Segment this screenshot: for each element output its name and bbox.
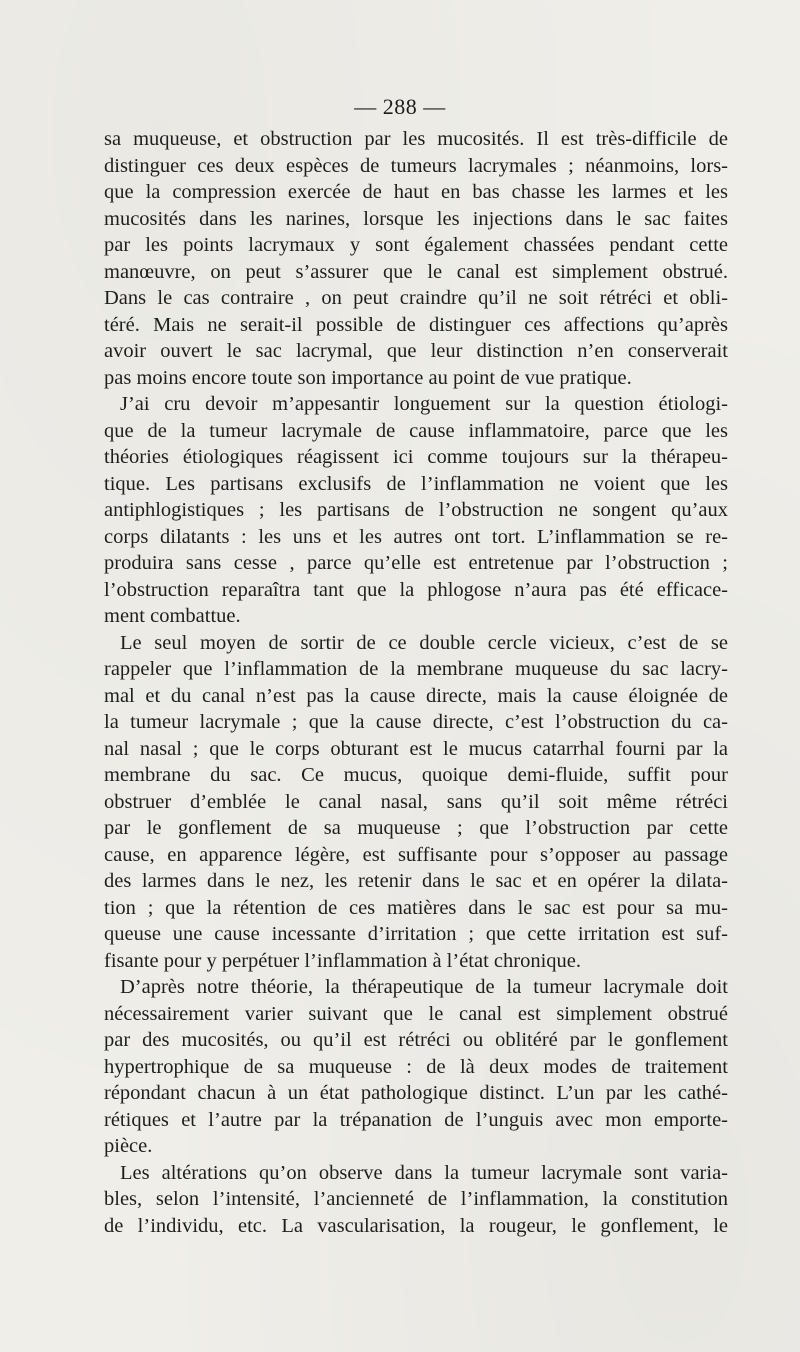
text-line: queuse une cause incessante d’irritation ; que cette irritation est suf-	[104, 923, 728, 945]
text-line: la tumeur lacrymale ; que la cause directe, c’est l’obstruction du ca-	[104, 711, 728, 733]
text-line: Les altérations qu’on observe dans la tumeur lacrymale sont varia-	[120, 1161, 728, 1184]
text-line: hypertrophique de sa muqueuse : de là deux modes de traitement	[104, 1055, 728, 1078]
text-line: Le seul moyen de sortir de ce double cercle vicieux, c’est de se	[120, 631, 728, 654]
text-line: Dans le cas contraire , on peut craindre qu’il ne soit rétréci et obli-	[104, 287, 728, 309]
text-line: obstruer d’emblée le canal nasal, sans qu’il soit même rétréci	[104, 790, 728, 813]
body-text	[104, 126, 728, 1239]
text-line: distinguer ces deux espèces de tumeurs lacrymales ; néanmoins, lors-	[104, 154, 728, 177]
text-line: bles, selon l’intensité, l’ancienneté de l’inflammation, la constitution	[104, 1188, 728, 1210]
text-line: par des mucosités, ou qu’il est rétréci ou oblitéré par le gonflement	[104, 1029, 728, 1051]
text-line: de l’individu, etc. La vascularisation, la rougeur, le gonflement, le	[104, 1214, 728, 1237]
text-line: pièce.	[104, 1135, 153, 1157]
text-line: manœuvre, on peut s’assurer que le canal est simplement obstrué.	[104, 260, 728, 283]
text-line: J’ai cru devoir m’appesantir longuement sur la question étiologi-	[120, 393, 728, 415]
text-line: fisante pour y perpétuer l’inflammation à l’état chronique.	[104, 949, 582, 972]
text-line: avoir ouvert le sac lacrymal, que leur distinction n’en conserverait	[104, 340, 728, 362]
page-number: — 288 —	[354, 94, 446, 119]
text-line: mal et du canal n’est pas la cause directe, mais la cause éloignée de	[104, 684, 728, 707]
text-line: l’obstruction reparaîtra tant que la phlogose n’aura pas été efficace-	[104, 578, 728, 601]
text-line: mucosités dans les narines, lorsque les injections dans le sac faites	[104, 207, 728, 230]
text-line: par le gonflement de sa muqueuse ; que l’obstruction par cette	[104, 817, 728, 839]
text-line: que de la tumeur lacrymale de cause inflammatoire, parce que les	[104, 419, 728, 442]
text-line: théories étiologiques réagissent ici comme toujours sur la thérapeu-	[104, 446, 728, 468]
text-line: nal nasal ; que le corps obturant est le mucus catarrhal fourni par la	[104, 737, 728, 760]
text-line: des larmes dans le nez, les retenir dans le sac et en opérer la dilata-	[104, 870, 728, 892]
text-line: tique. Les partisans exclusifs de l’inflammation ne voient que les	[104, 472, 728, 495]
text-line: répondant chacun à un état pathologique distinct. L’un par les cathé-	[104, 1082, 728, 1104]
text-line: membrane du sac. Ce mucus, quoique demi-fluide, suffit pour	[104, 764, 728, 786]
text-line: produira sans cesse , parce qu’elle est entretenue par l’obstruction ;	[104, 552, 728, 574]
text-line: par les points lacrymaux y sont également chassées pendant cette	[104, 234, 728, 256]
text-line: D’après notre théorie, la thérapeutique de la tumeur lacrymale doit	[120, 976, 728, 998]
text-line: corps dilatants : les uns et les autres ont tort. L’inflammation se re-	[104, 525, 728, 548]
text-line: sa muqueuse, et obstruction par les mucosités. Il est très-difficile de	[104, 128, 728, 150]
text-line: antiphlogistiques ; les partisans de l’obstruction ne songent qu’aux	[104, 499, 728, 521]
text-line: que la compression exercée de haut en bas chasse les larmes et les	[104, 181, 728, 203]
text-line: cause, en apparence légère, est suffisante pour s’opposer au passage	[104, 843, 728, 866]
text-line: téré. Mais ne serait-il possible de distinguer ces affections qu’après	[104, 313, 728, 336]
text-line: nécessairement varier suivant que le canal est simplement obstrué	[104, 1002, 728, 1025]
text-line: rétiques et l’autre par la trépanation de l’unguis avec mon emporte-	[104, 1108, 728, 1131]
text-line: ment combattue.	[104, 605, 241, 627]
text-line: rappeler que l’inflammation de la membrane muqueuse du sac lacry-	[104, 658, 728, 680]
text-line: tion ; que la rétention de ces matières dans le sac est pour sa mu-	[104, 896, 728, 919]
text-line: pas moins encore toute son importance au point de vue pratique.	[104, 366, 632, 389]
